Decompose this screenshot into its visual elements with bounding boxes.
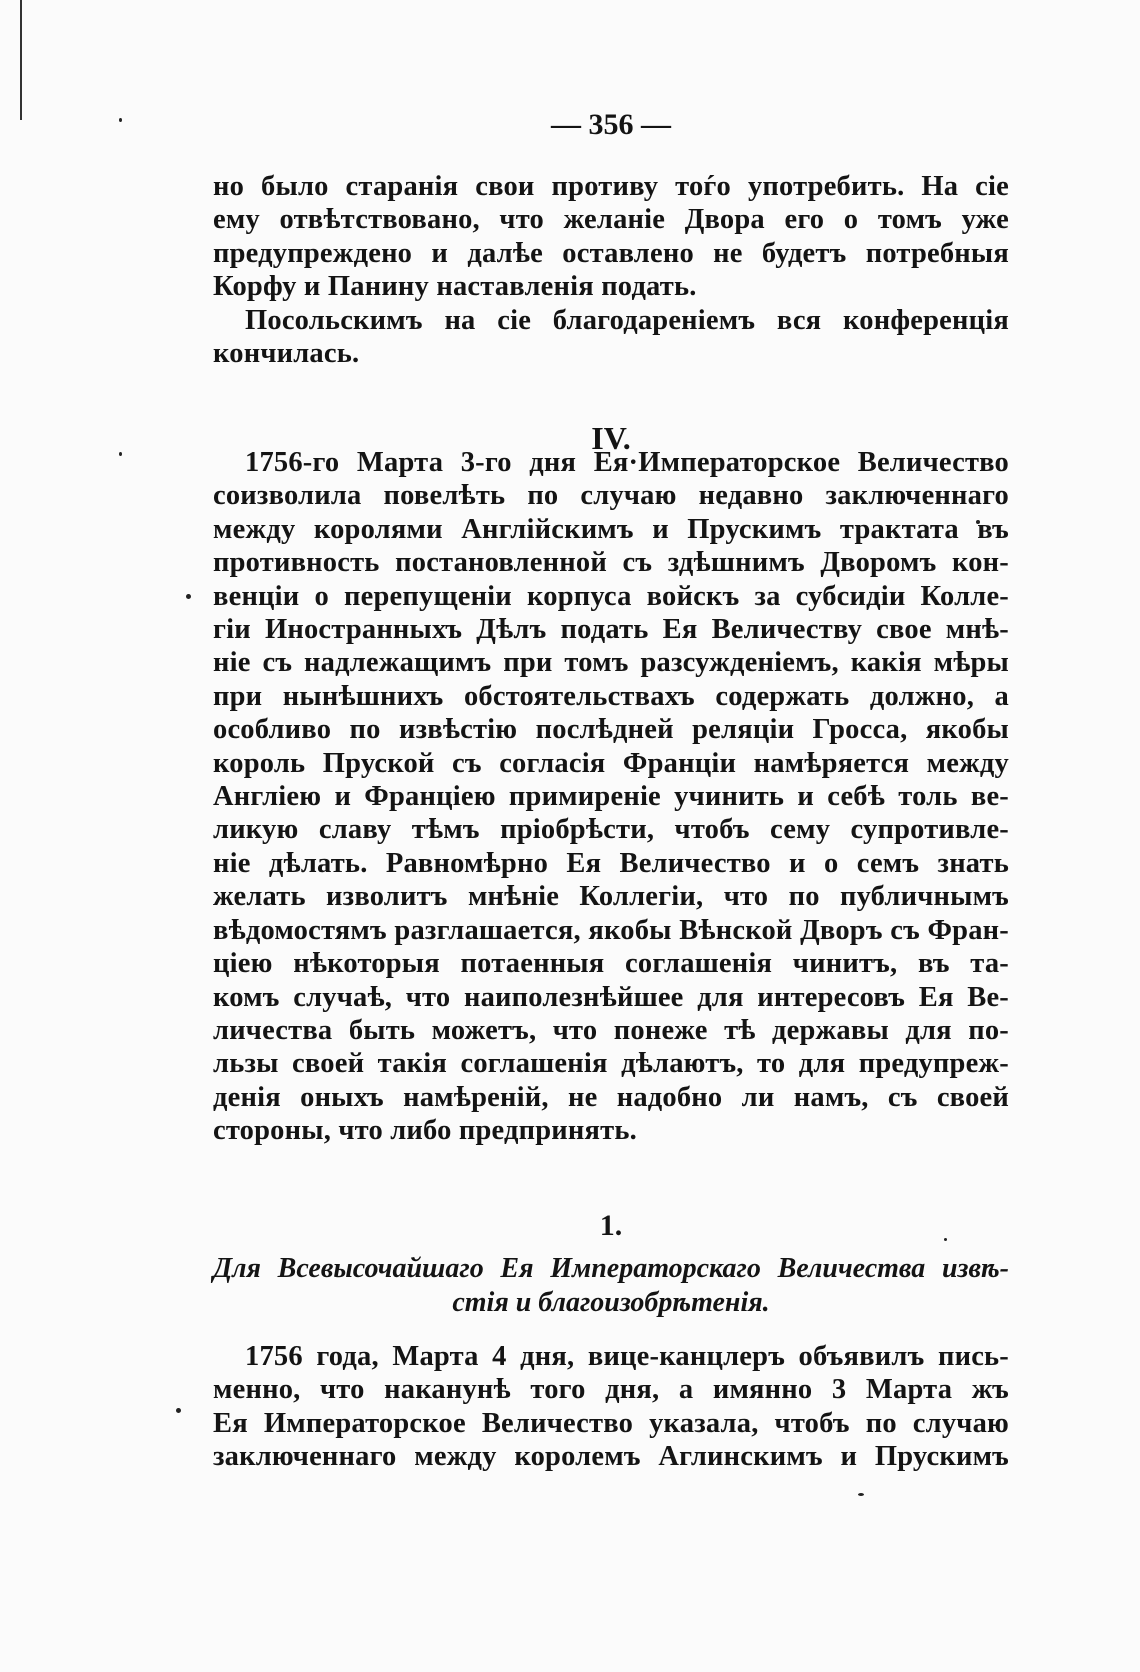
specks <box>176 1408 181 1413</box>
text-line: вѣдомостямъ разглашается, якобы Вѣнской Дворъ съ Фран- <box>213 914 1009 946</box>
text-line: льзы своей такія соглашенія дѣлаютъ, то для предупреж- <box>213 1048 1009 1080</box>
section-number-roman: IV. <box>591 420 631 456</box>
text-line: Посольскимъ на сіе благодареніемъ вся конференція <box>245 305 1009 336</box>
text-line: Англіею и Франціею примиреніе учинить и себѣ толь ве- <box>213 781 1009 813</box>
specks <box>186 594 191 599</box>
section-number-one: 1. <box>599 1209 623 1242</box>
specks <box>119 118 122 122</box>
text-line: ніе дѣлать. Равномѣрно Ея Величество и о семъ знать <box>213 847 1009 879</box>
text-line: личества быть можетъ, что понеже тѣ державы для по- <box>213 1014 1009 1046</box>
text-line: менно, что наканунѣ того дня, а имянно 3 Марта жъ <box>213 1374 1009 1406</box>
text-line: предупреждено и далѣе оставлено не будетъ потребныя <box>213 237 1009 269</box>
text-line: при нынѣшнихъ обстоятельствахъ содержать должно, а <box>213 680 1009 712</box>
section-heading <box>213 1252 1009 1320</box>
heading-line: стія и благоизобрѣтенія. <box>452 1287 770 1318</box>
text-line: гіи Иностранныхъ Дѣлъ подать Ея Величеству свое мнѣ- <box>213 614 1009 646</box>
text-line: желать изволитъ мнѣніе Коллегіи, что по публичнымъ <box>213 881 1009 913</box>
text-line: особливо по извѣстію послѣдней реляціи Гросса, якобы <box>213 714 1009 746</box>
text-line: противность постановленной съ здѣшнимъ Дворомъ кон- <box>213 547 1009 579</box>
text-line: между королями Англійскимъ и Прускимъ трактата въ <box>213 513 1009 545</box>
text-line: денія оныхъ намѣреній, не надобно ли намъ, съ своей <box>213 1081 1009 1113</box>
specks <box>119 452 122 456</box>
text-line: но было старанія свои противу тоѓо употребить. На сіе <box>213 171 1009 202</box>
text-line: комъ случаѣ, что наиполезнѣйшее для интересовъ Ея Ве- <box>213 981 1009 1013</box>
text-line: кончилась. <box>213 338 360 370</box>
section-iv-paragraph <box>213 446 1009 1148</box>
text-line: Корфу и Панину наставленія подать. <box>213 271 697 303</box>
final-paragraph <box>213 1340 1009 1474</box>
conclusion-paragraph <box>213 304 1009 371</box>
text-line: 1756 года, Марта 4 дня, вице-канцлеръ объявилъ пись- <box>245 1341 1009 1372</box>
text-line: ціею нѣкоторыя потаенныя соглашенія чинитъ, въ та- <box>213 948 1009 980</box>
page-edge-mark <box>20 0 22 120</box>
text-line: венціи о перепущеніи корпуса войскъ за субсидіи Колле- <box>213 580 1009 612</box>
text-line: стороны, что либо предпринять. <box>213 1115 637 1147</box>
continuation-paragraph <box>213 170 1009 304</box>
text-line: ніе съ надлежащимъ при томъ разсужденіемъ, какія мѣры <box>213 647 1009 679</box>
specks <box>858 1493 864 1496</box>
page-number: — 356 — <box>551 108 671 141</box>
text-line: ему отвѣтствовано, что желаніе Двора его о томъ уже <box>213 204 1009 236</box>
text-line: соизволила повелѣть по случаю недавно заключеннаго <box>213 480 1009 512</box>
heading-line: Для Всевысочайшаго Ея Императорскаго Величества извѣ- <box>213 1253 1009 1284</box>
text-line: король Пруской съ согласія Франціи намѣряется между <box>213 747 1009 779</box>
text-line: Ея Императорское Величество указала, чтобъ по случаю <box>213 1407 1009 1439</box>
text-line: ликую славу тѣмъ пріобрѣсти, чтобъ сему супротивле- <box>213 814 1009 846</box>
text-line: заключеннаго между королемъ Аглинскимъ и Прускимъ <box>213 1441 1009 1473</box>
text-line: 1756-го Марта 3-го дня Ея·Императорское Величество <box>245 447 1009 478</box>
